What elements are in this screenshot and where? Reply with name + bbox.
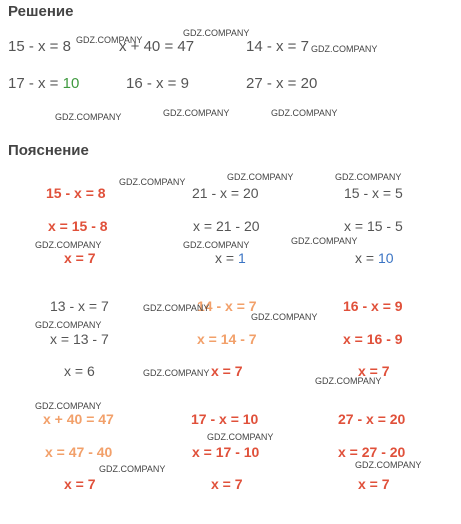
explanation-equation: 14 - x = 7	[197, 298, 257, 314]
watermark: GDZ.COMPANY	[251, 312, 318, 322]
result-text: x =	[215, 250, 238, 266]
solution-equation	[8, 75, 79, 92]
explanation-result: x = 7	[211, 363, 243, 379]
watermark: GDZ.COMPANY	[183, 28, 250, 38]
solution-equation: 14 - x = 7	[246, 38, 309, 55]
watermark: GDZ.COMPANY	[76, 35, 143, 45]
explanation-equation: 15 - x = 8	[46, 185, 106, 201]
explanation-equation: 21 - x = 20	[192, 185, 259, 201]
solution-equation: 15 - x = 8	[8, 38, 71, 55]
explanation-equation: 16 - x = 9	[343, 298, 403, 314]
watermark: GDZ.COMPANY	[311, 44, 378, 54]
watermark: GDZ.COMPANY	[119, 177, 186, 187]
explanation-equation: 17 - x = 10	[191, 411, 259, 427]
solution-equation: 16 - x = 9	[126, 75, 189, 92]
explanation-step: x = 15 - 5	[344, 218, 403, 234]
explanation-result: x = 7	[64, 476, 96, 492]
explanation-equation: 13 - x = 7	[50, 298, 109, 314]
explanation-step: x = 13 - 7	[50, 331, 109, 347]
explanation-equation: 15 - x = 5	[344, 185, 403, 201]
watermark: GDZ.COMPANY	[55, 112, 122, 122]
watermark: GDZ.COMPANY	[291, 236, 358, 246]
equation-text: 17 - x =	[8, 75, 63, 92]
watermark: GDZ.COMPANY	[315, 376, 382, 386]
watermark: GDZ.COMPANY	[143, 303, 210, 313]
explanation-result: x = 7	[358, 363, 390, 379]
explanation-step: x = 27 - 20	[338, 444, 406, 460]
explanation-equation: x + 40 = 47	[43, 411, 114, 427]
solution-equation: 27 - x = 20	[246, 75, 318, 92]
explanation-heading: Пояснение	[8, 142, 89, 159]
watermark: GDZ.COMPANY	[271, 108, 338, 118]
explanation-result	[215, 250, 246, 266]
explanation-result: x = 7	[64, 250, 96, 266]
watermark: GDZ.COMPANY	[335, 172, 402, 182]
result-value: 10	[377, 250, 394, 266]
explanation-result: x = 6	[64, 363, 95, 379]
equation-answer: 10	[62, 75, 80, 92]
explanation-step: x = 21 - 20	[193, 218, 260, 234]
solution-heading: Решение	[8, 3, 74, 20]
explanation-result: x = 7	[211, 476, 243, 492]
explanation-step: x = 16 - 9	[343, 331, 403, 347]
explanation-result: x = 7	[358, 476, 390, 492]
watermark: GDZ.COMPANY	[143, 368, 210, 378]
watermark: GDZ.COMPANY	[355, 460, 422, 470]
explanation-step: x = 15 - 8	[48, 218, 108, 234]
watermark: GDZ.COMPANY	[183, 240, 250, 250]
explanation-step: x = 47 - 40	[45, 444, 113, 460]
watermark: GDZ.COMPANY	[227, 172, 294, 182]
watermark: GDZ.COMPANY	[35, 401, 102, 411]
explanation-step: x = 14 - 7	[197, 331, 257, 347]
explanation-step: x = 17 - 10	[192, 444, 260, 460]
watermark: GDZ.COMPANY	[163, 108, 230, 118]
watermark: GDZ.COMPANY	[35, 320, 102, 330]
watermark: GDZ.COMPANY	[35, 240, 102, 250]
explanation-equation: 27 - x = 20	[338, 411, 406, 427]
explanation-result	[355, 250, 394, 266]
solution-equation: x + 40 = 47	[119, 38, 195, 55]
result-text: x =	[355, 250, 378, 266]
result-value: 1	[237, 250, 246, 266]
watermark: GDZ.COMPANY	[207, 432, 274, 442]
watermark: GDZ.COMPANY	[99, 464, 166, 474]
